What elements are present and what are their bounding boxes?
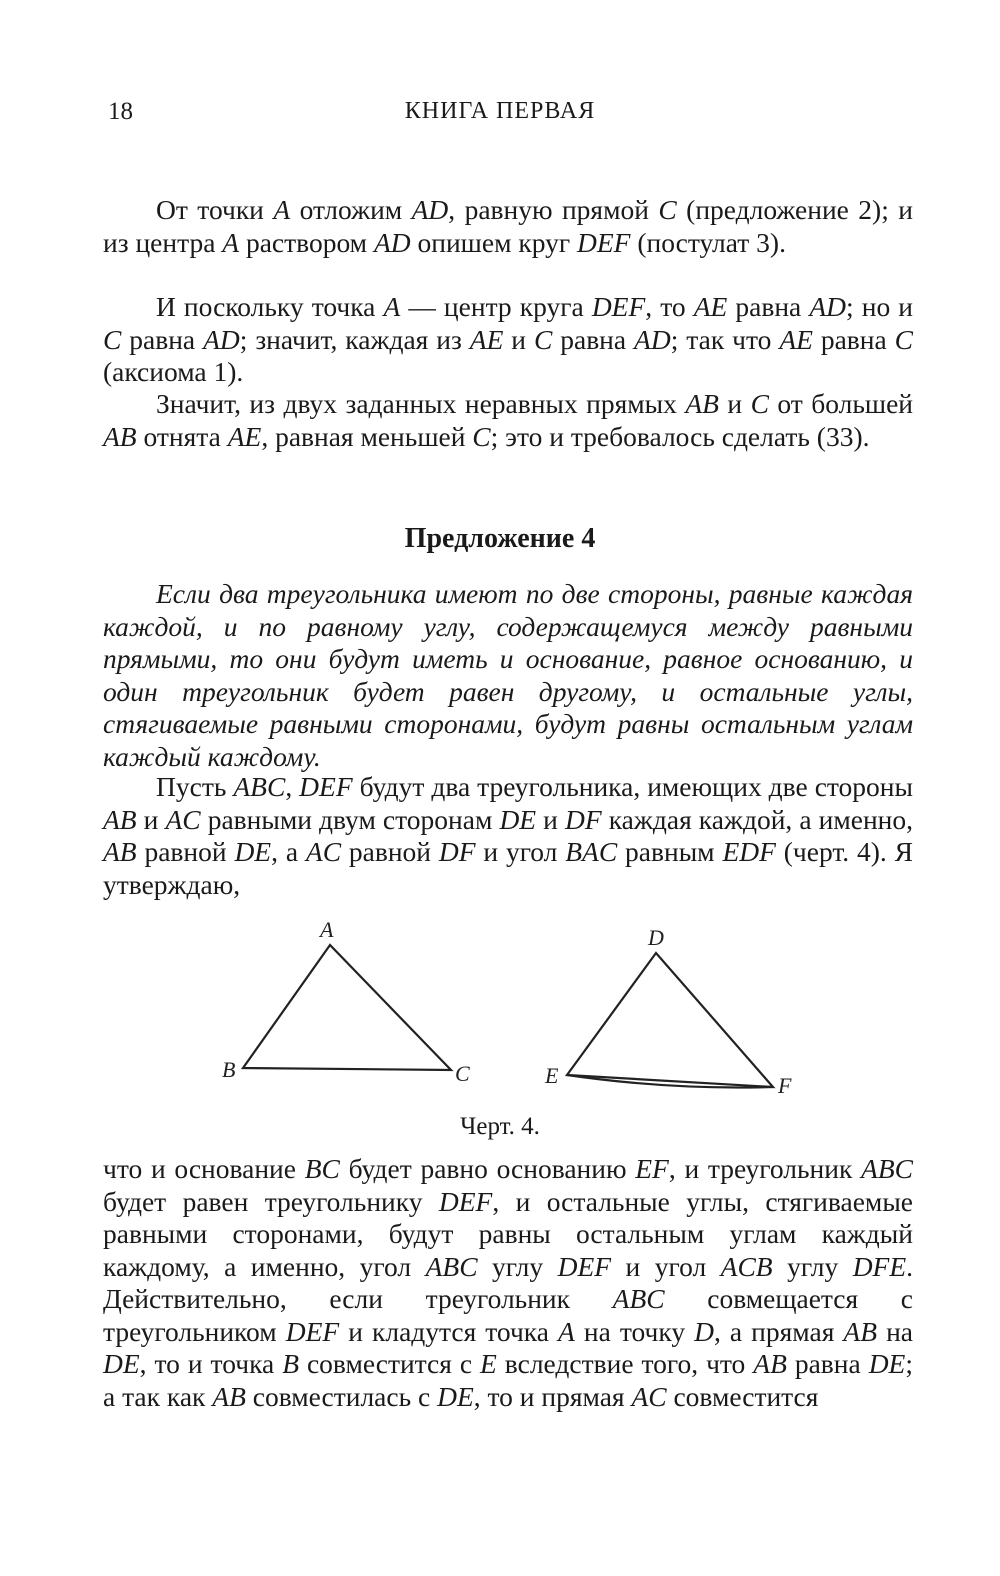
proposition-heading: Предложение 4 [404,523,596,554]
label-d: D [648,925,664,950]
label-c: C [455,1061,470,1086]
figure-caption: Черт. 4. [460,1113,540,1140]
label-f: F [778,1073,792,1098]
label-b: B [222,1057,236,1082]
paragraph-1: От точки A отложим AD, равную прямой C (предложение 2); и из центра A раствором AD опишем круг DEF (постулат 3). [103,194,914,258]
running-title: КНИГА ПЕРВАЯ [404,98,596,124]
proposition-statement: Если два треугольника имеют по две стороны, равные каждая каждой, и по равному углу, содержащемуся между равными прямыми, то они будут иметь и основание, равное основанию, и один треугольник будет равен другому, и остальные углы, стягиваемые равными сторонами, будут равны остальным углам каждый каждому. [103,578,913,772]
triangles-drawing [0,915,1000,1115]
page-header [0,98,1000,138]
label-a: A [320,917,334,942]
paragraph-3: Значит, из двух заданных неравных прямых AB и C от большей AB отнята AE, равная меньшей C; это и требовалось сделать (33). [103,388,913,452]
paragraph-2: И поскольку точка A — центр круга DEF, то AE равна AD; но и C равна AD; значит, каждая из AE и C равна AD; так что AE равна C (аксиома 1). [103,291,913,387]
triangle-def [567,953,773,1087]
label-e: E [545,1063,559,1088]
paragraph-5: что и основание BC будет равно основанию EF, и треугольник ABC будет равен треугольнику DEF, и остальные углы, стягиваемые равными сторонами, будут равны остальным углам каждый каждому, а именно, угол ABC углу DEF и угол ACB углу DFE. Действительно, если треугольник ABC совмещается с треугольником DEF и кладутся точка A на точку D, а прямая AB на DE, то и точка B совместится с E вследствие того, что AB равна DE; а так как AB совместилась с DE, то и прямая AC совместится [103,1153,914,1412]
figure-4 [0,915,1000,1125]
page-number: 18 [108,98,133,125]
paragraph-4: Пусть ABC, DEF будут два треугольника, имеющих две стороны AB и AC равными двум сторонам DE и DF каждая каждой, а именно, AB равной DE, а AC равной DF и угол BAC равным EDF (черт. 4). Я утверждаю, [103,771,914,900]
triangle-abc [243,945,451,1070]
